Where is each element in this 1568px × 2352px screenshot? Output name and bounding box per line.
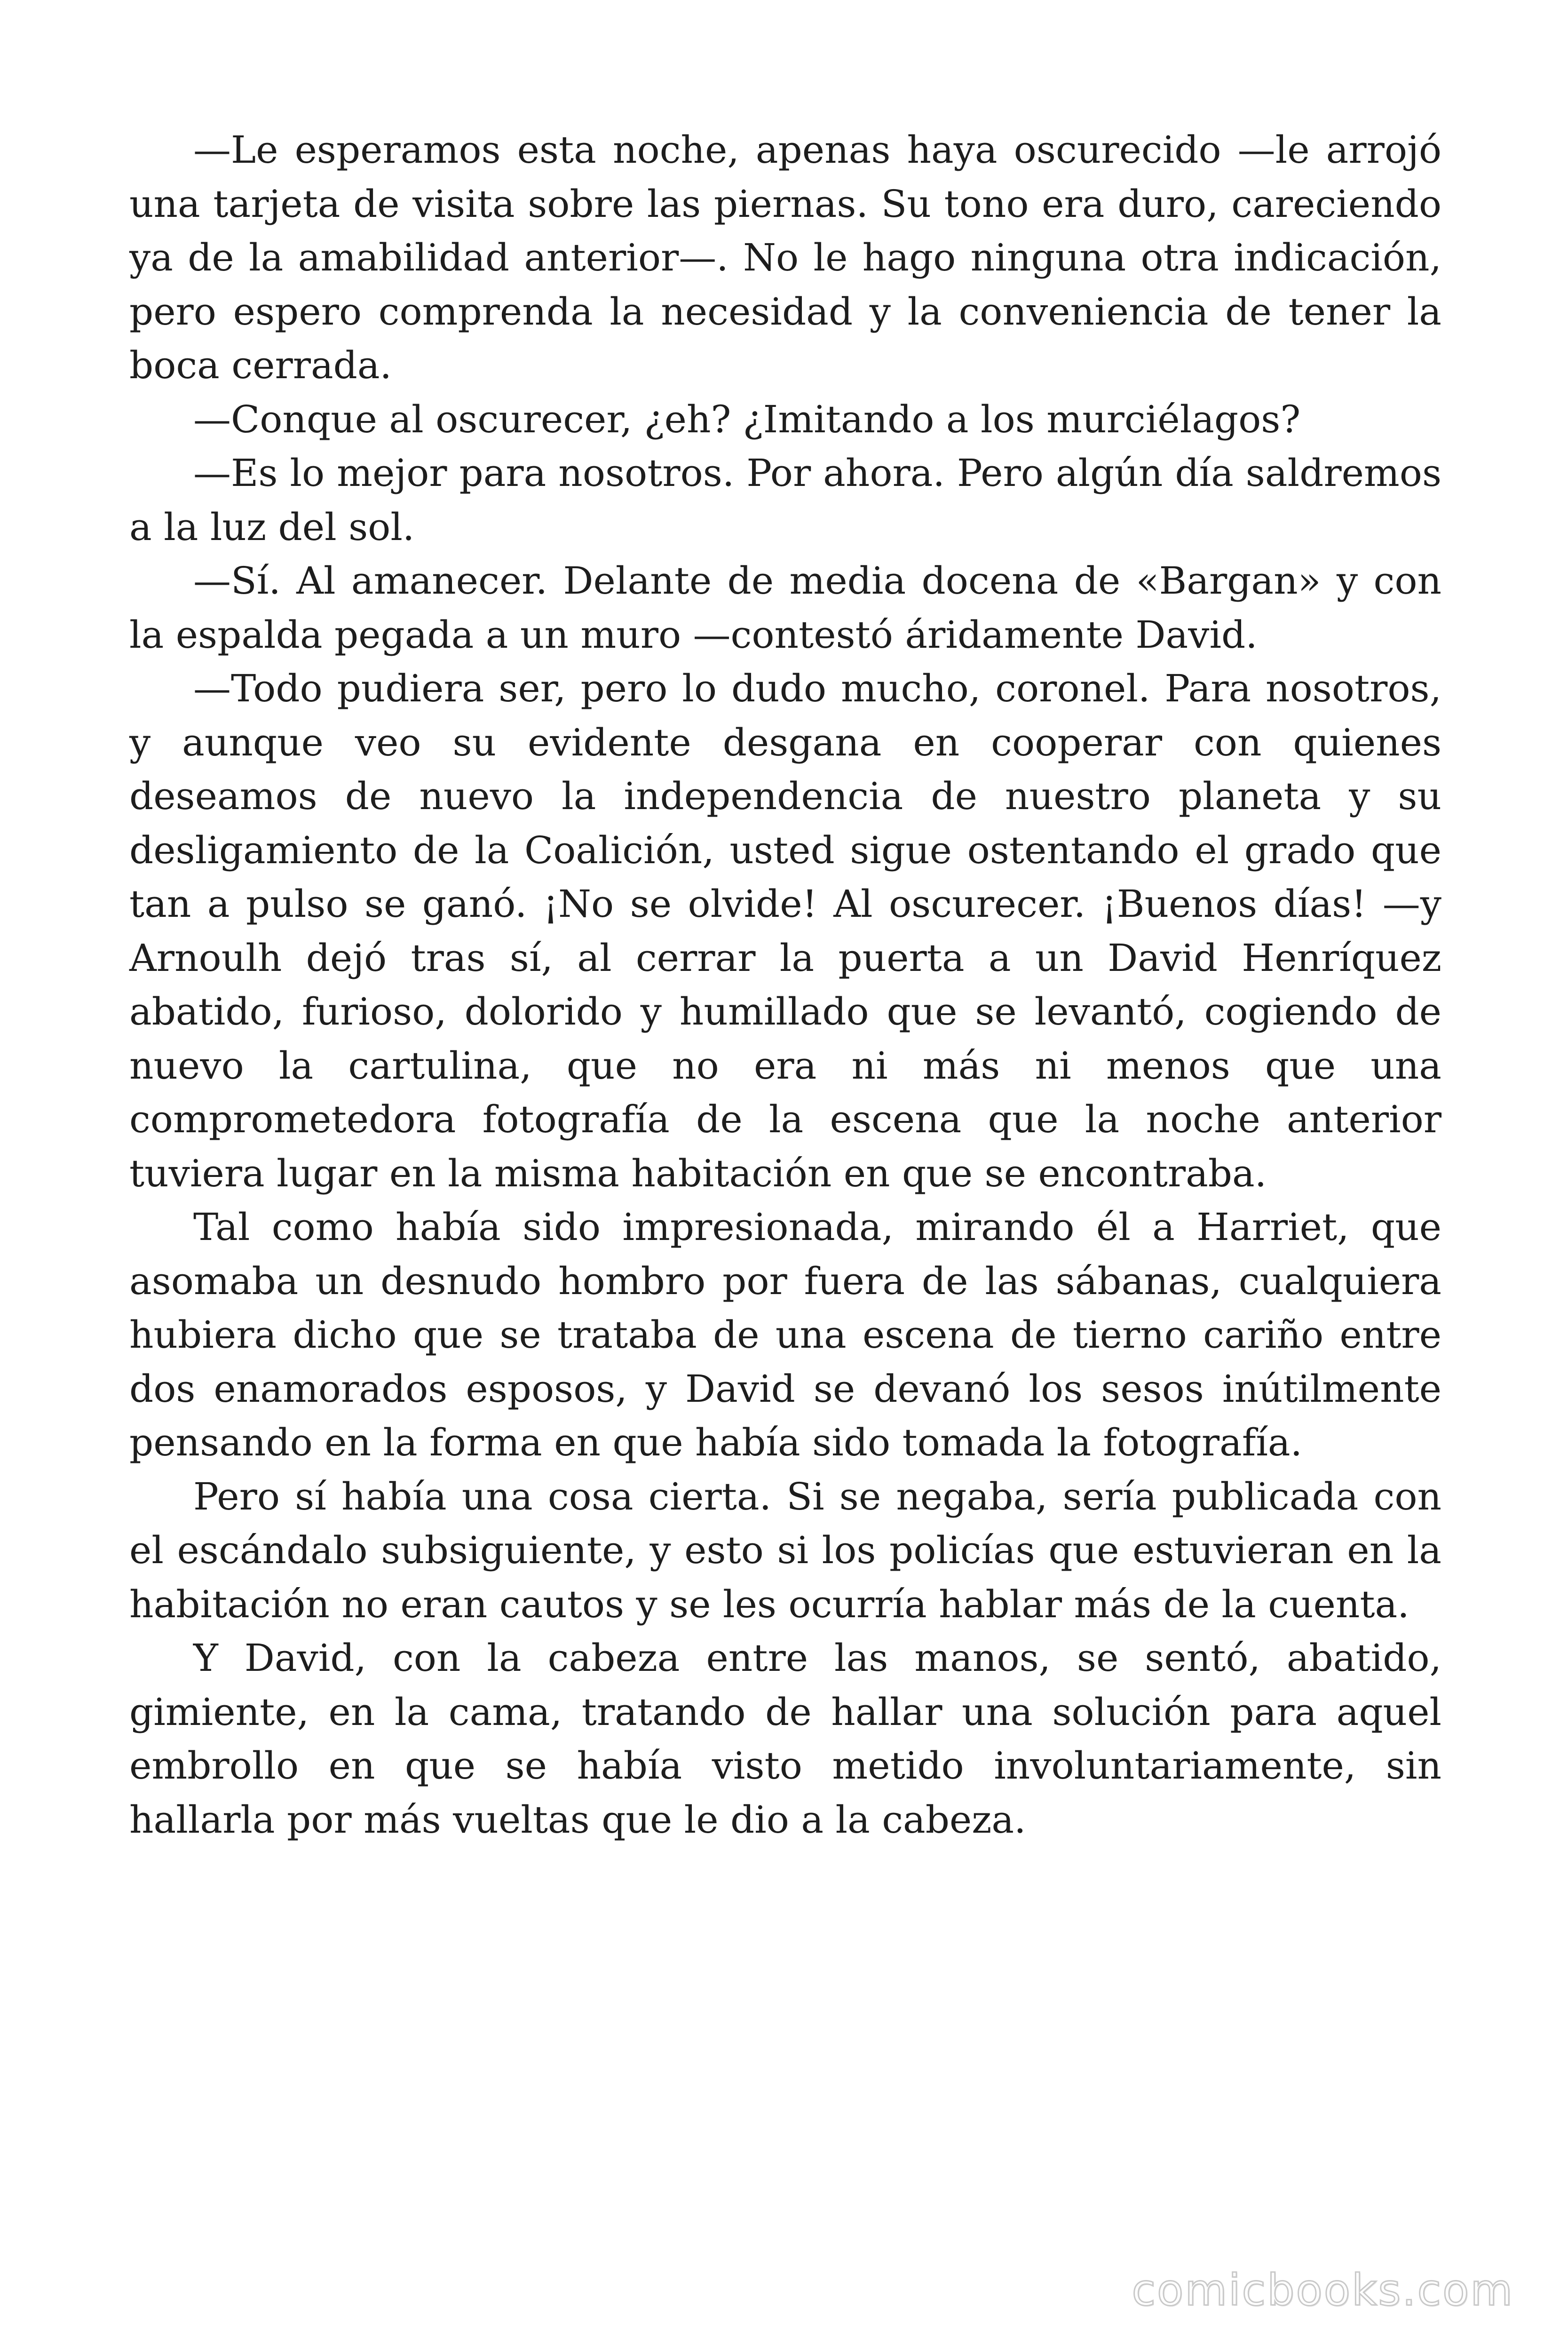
paragraph: Pero sí había una cosa cierta. Si se negaba, sería publicada con el escándalo subsiguiente, y esto si los policías que estuvieran en la habitación no eran cautos y se les ocurría hablar más de la cuenta. — [129, 1474, 1441, 1626]
paragraph: Tal como había sido impresionada, mirando él a Harriet, que asomaba un desnudo hombro por fuera de las sábanas, cualquiera hubiera dicho que se trataba de una escena de tierno cariño entre dos enamorados esposos, y David se devanó los sesos inútilmente pensando en la forma en que había sido tomada la fotografía. — [129, 1205, 1441, 1464]
paragraph: —Conque al oscurecer, ¿eh? ¿Imitando a los murciélagos? — [193, 397, 1301, 441]
paragraph: —Todo pudiera ser, pero lo dudo mucho, coronel. Para nosotros, y aunque veo su evidente desgana en cooperar con quienes deseamos de nuevo la independencia de nuestro planeta y su desligamiento de la Coalición, usted sigue ostentando el grado que tan a pulso se ganó. ¡No se olvide! Al oscurecer. ¡Buenos días! —y Arnoulh dejó tras sí, al cerrar la puerta a un David Henríquez abatido, furioso, dolorido y humillado que se levantó, cogiendo de nuevo la cartulina, que no era ni más ni menos que una comprometedora fotografía de la escena que la noche anterior tuviera lugar en la misma habitación en que se encontraba. — [129, 667, 1441, 1195]
paragraph: —Es lo mejor para nosotros. Por ahora. Pero algún día saldremos a la luz del sol. — [129, 451, 1441, 549]
paragraph: —Sí. Al amanecer. Delante de media docena de «Bargan» y con la espalda pegada a un muro —contestó áridamente David. — [129, 559, 1441, 657]
watermark: comicbooks.com — [1132, 2265, 1514, 2315]
paragraph: Y David, con la cabeza entre las manos, se sentó, abatido, gimiente, en la cama, tratando de hallar una solución para aquel embrollo en que se había visto metido involuntariamente, sin hallarla por más vueltas que le dio a la cabeza. — [129, 1636, 1441, 1842]
paragraph: —Le esperamos esta noche, apenas haya oscurecido —le arrojó una tarjeta de visita sobre las piernas. Su tono era duro, careciendo ya de la amabilidad anterior—. No le hago ninguna otra indicación, pero espero comprenda la necesidad y la conveniencia de tener la boca cerrada. — [129, 128, 1441, 387]
body-text — [129, 123, 1441, 1847]
